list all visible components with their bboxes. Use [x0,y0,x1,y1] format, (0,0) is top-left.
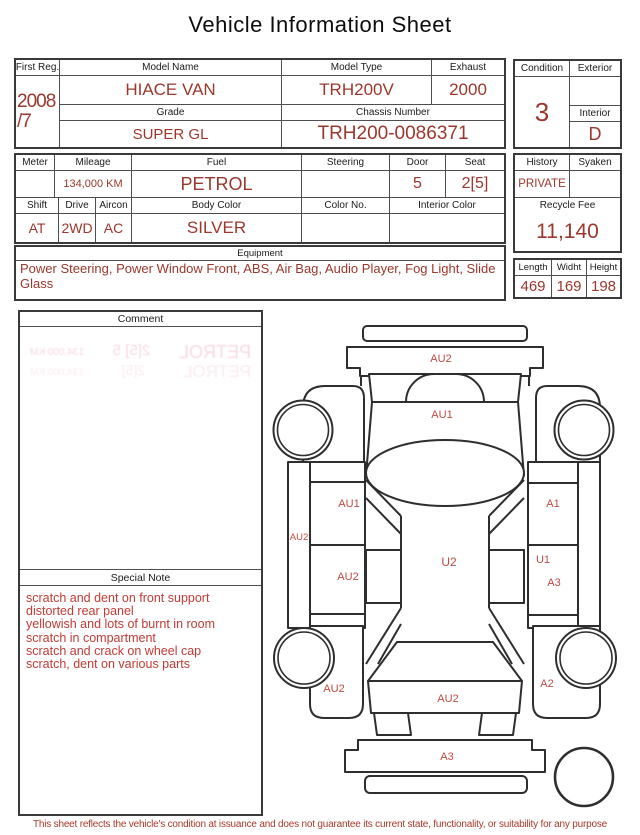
right-slide-door [489,550,524,603]
disclaimer-text: This sheet reflects the vehicle's condition at issuance and does not guarantee its current state, functionality, or suitability for any purpose [32,819,607,830]
widht-value: 169 [552,276,587,297]
left-sill [288,462,310,628]
steering-value [302,171,390,198]
meter-value [16,171,55,198]
shift-value: AT [16,214,59,242]
model-name-value: HIACE VAN [60,76,282,105]
mileage-value: 134,000 KM [55,171,132,198]
interior-value: D [570,122,620,147]
damage-label: AU1 [431,409,453,421]
rear-hatch-top [368,642,522,681]
fuel-header: Fuel [132,155,302,171]
equipment-table [14,245,506,301]
meter-header: Meter [16,155,55,171]
scan-ghost-artifact: PETROL 2[5] 5 134,000 KM [30,342,251,362]
rear-bottom-strip [365,776,527,793]
interior-color-value [390,214,504,242]
exhaust-value: 2000 [432,76,504,105]
damage-label: A1 [546,498,560,510]
special-note-text [26,592,256,671]
recycle-fee-header: Recycle Fee [515,198,620,213]
left-slide-door [366,550,401,603]
note-line: scratch and dent on front support [26,591,210,605]
note-line: scratch in compartment [26,630,156,645]
steering-header: Steering [302,155,390,171]
interior-color-header: Interior Color [390,198,504,214]
damage-label: U2 [441,555,457,569]
recycle-fee-value: 11,140 [515,213,620,251]
color-no-header: Color No. [302,198,390,214]
height-header: Height [587,260,620,276]
fuel-value: PETROL [132,171,302,198]
seat-value: 2[5] [446,171,504,198]
note-line: yellowish and lots of burnt in room [26,617,215,632]
grade-header: Grade [60,105,282,121]
damage-label: A3 [547,577,561,589]
aircon-header: Aircon [96,198,132,214]
syaken-header: Syaken [570,155,620,171]
dimensions-table [513,258,622,299]
length-value: 469 [515,276,552,297]
damage-label: AU1 [338,498,360,510]
damage-label: A2 [540,678,554,690]
chassis-header: Chassis Number [282,105,504,121]
special-note-header: Special Note [20,569,261,586]
damage-label: A3 [440,751,454,763]
damage-label: U1 [535,554,551,566]
exterior-value [570,77,620,106]
damage-label: AU2 [437,693,459,705]
door-header: Door [390,155,446,171]
length-header: Length [515,260,552,276]
windshield [369,374,521,402]
damage-label: AU2 [289,532,309,543]
condition-header: Condition [515,61,570,77]
height-value: 198 [587,276,620,297]
vehicle-identity-table [14,58,506,149]
comment-box [18,310,263,816]
scan-ghost-artifact: PETROL 2[5] 134,000 KM [30,362,251,381]
spec-table-bottom [16,198,504,242]
right-taillight [479,713,516,735]
first-reg-header: First Reg. [16,60,60,76]
spec-table-top [16,155,504,198]
body-color-header: Body Color [132,198,302,214]
damage-label: AU2 [323,683,345,695]
damage-label: AU2 [430,353,452,365]
aircon-value: AC [96,214,132,242]
condition-value: 3 [515,77,570,147]
note-line: distorted rear panel [26,604,134,619]
roof-front [366,440,524,506]
left-taillight [374,713,411,735]
equipment-header: Equipment [16,247,504,261]
body-color-value: SILVER [132,214,302,242]
equipment-value: Power Steering, Power Window Front, ABS, Air Bag, Audio Player, Fog Light, Slide Glass [16,261,504,299]
model-type-header: Model Type [282,60,432,76]
mileage-header: Mileage [55,155,132,171]
comment-header: Comment [20,312,261,327]
widht-header: Widht [552,260,587,276]
spec-table [14,153,506,244]
grade-value: SUPER GL [60,121,282,147]
page-title: Vehicle Information Sheet [188,12,452,37]
history-value: PRIVATE [515,171,570,198]
interior-header: Interior [570,106,620,122]
note-line: scratch, dent on various parts [26,657,190,672]
front-top-strip [363,326,527,341]
model-name-header: Model Name [60,60,282,76]
shift-header: Shift [16,198,59,214]
damage-label: AU2 [337,571,359,583]
first-reg-value: 2008 /7 [16,76,60,147]
exhaust-header: Exhaust [432,60,504,76]
condition-table [513,59,622,149]
syaken-value [570,171,620,198]
drive-value: 2WD [59,214,96,242]
exterior-header: Exterior [570,61,620,77]
drive-header: Drive [59,198,96,214]
history-header: History [515,155,570,171]
note-line: scratch and crack on wheel cap [26,643,202,658]
vehicle-damage-diagram [270,310,640,835]
seat-header: Seat [446,155,504,171]
color-no-value [302,214,390,242]
history-table [513,153,622,253]
door-value: 5 [390,171,446,198]
chassis-value: TRH200-0086371 [282,121,504,147]
model-type-value: TRH200V [282,76,432,105]
right-sill [578,462,600,626]
spare-wheel [555,748,613,806]
